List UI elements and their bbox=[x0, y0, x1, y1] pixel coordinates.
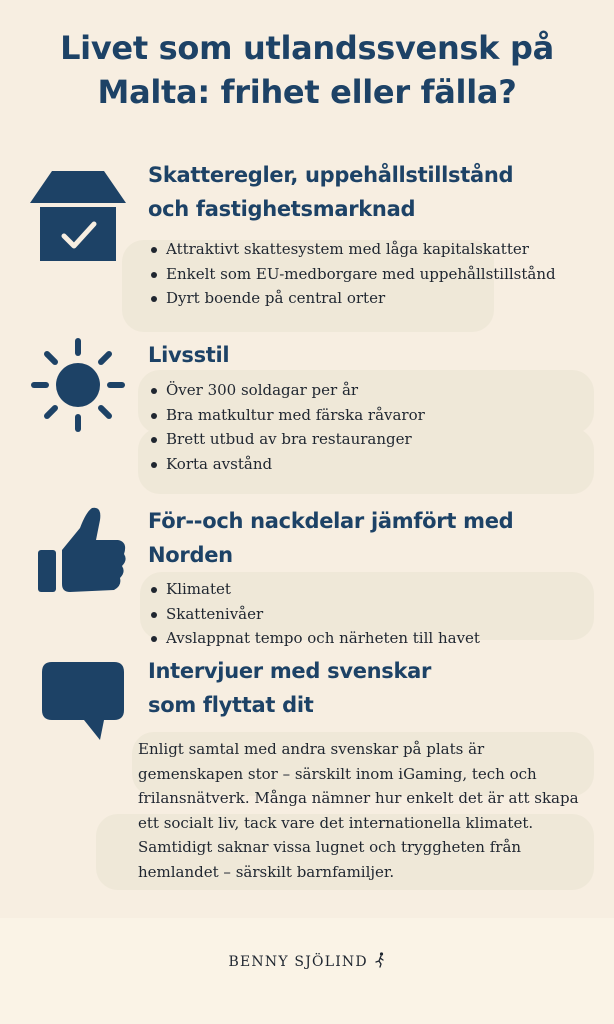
section-3-heading-line-1: För--och nackdelar jämfört med bbox=[148, 509, 514, 533]
paragraph-line: ett socialt liv, tack vare det internationella klimatet. bbox=[138, 813, 534, 832]
house-check-icon bbox=[28, 165, 128, 263]
section-4-heading-line-2: som flyttat dit bbox=[148, 693, 314, 717]
page-title bbox=[0, 26, 614, 114]
title-line-2: Malta: frihet eller fälla? bbox=[97, 73, 517, 111]
list-item: Dyrt boende på central orter bbox=[146, 286, 556, 311]
section-2-bullet-list bbox=[146, 378, 425, 476]
section-2-heading bbox=[148, 338, 229, 372]
footer-band bbox=[0, 918, 614, 1024]
thumbs-up-icon bbox=[36, 506, 128, 596]
paragraph-line: Enligt samtal med andra svenskar på plats är bbox=[138, 740, 485, 758]
list-item: Avslappnat tempo och närheten till havet bbox=[146, 626, 480, 651]
list-item: Attraktivt skattesystem med låga kapitalskatter bbox=[146, 237, 556, 262]
paragraph-line: gemenskapen stor – särskilt inom iGaming, tech och bbox=[138, 764, 537, 783]
brand-name: BENNY SJÖLIND bbox=[228, 954, 368, 970]
list-item: Skattenivåer bbox=[146, 602, 480, 627]
interview-paragraph bbox=[138, 737, 579, 884]
title-line-1: Livet som utlandssvensk på bbox=[60, 29, 554, 67]
section-1-heading-line-1: Skatteregler, uppehållstillstånd bbox=[148, 163, 514, 187]
list-item: Bra matkultur med färska råvaror bbox=[146, 403, 425, 428]
section-2-heading-line-1: Livsstil bbox=[148, 343, 230, 367]
section-1-heading-line-2: och fastighetsmarknad bbox=[148, 197, 416, 221]
list-item: Enkelt som EU-medborgare med uppehållstillstånd bbox=[146, 262, 556, 287]
list-item: Korta avstånd bbox=[146, 452, 425, 477]
list-item: Över 300 soldagar per år bbox=[146, 378, 425, 403]
sun-icon bbox=[30, 337, 126, 433]
section-3-bullet-list bbox=[146, 577, 480, 651]
paragraph-line: frilansnätverk. Många nämner hur enkelt det är att skapa bbox=[138, 789, 579, 807]
list-item: Brett utbud av bra restauranger bbox=[146, 427, 425, 452]
section-4-heading-line-1: Intervjuer med svenskar bbox=[148, 659, 432, 683]
footer-brand bbox=[0, 952, 614, 970]
section-1-heading bbox=[148, 158, 513, 226]
section-1-bullet-list bbox=[146, 237, 556, 311]
section-3-heading-line-2: Norden bbox=[148, 543, 233, 567]
paragraph-line: Samtidigt saknar vissa lugnet och tryggheten från bbox=[138, 838, 522, 856]
section-4-heading bbox=[148, 654, 431, 722]
section-3-heading bbox=[148, 504, 513, 572]
speech-bubble-icon bbox=[38, 658, 128, 742]
running-figure-icon bbox=[375, 955, 385, 970]
list-item: Klimatet bbox=[146, 577, 480, 602]
paragraph-line: hemlandet – särskilt barnfamiljer. bbox=[138, 862, 395, 881]
